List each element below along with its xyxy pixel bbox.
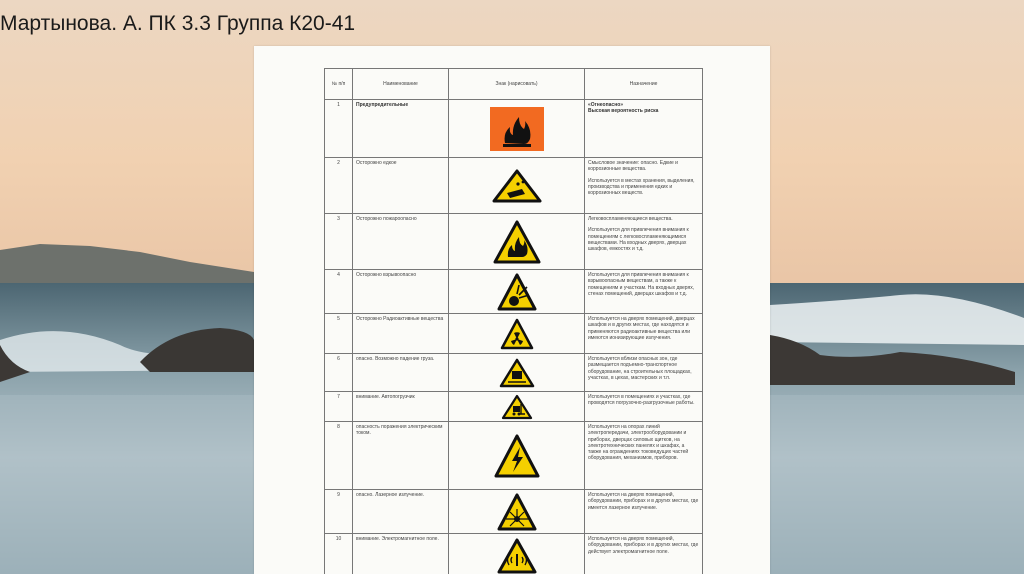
row-num: 1 xyxy=(325,100,353,158)
row-sign xyxy=(449,214,585,270)
row-num: 7 xyxy=(325,392,353,422)
row-sign xyxy=(449,392,585,422)
flammable-icon xyxy=(493,220,541,264)
row-name: Осторожно взрывоопасно xyxy=(353,270,449,314)
row-purpose: Используется на дверях помещений, оборудовании, приборах и в других местах, где действует электромагнитное поле. xyxy=(585,534,703,574)
explosive-icon xyxy=(497,273,537,311)
document-page xyxy=(254,46,770,574)
table-row xyxy=(325,270,703,314)
row-name: опасно. Лазерное излучение. xyxy=(353,490,449,534)
header-sign: Знак (нарисовать) xyxy=(449,69,585,100)
row-name: внимание. Электромагнитное поле. xyxy=(353,534,449,574)
row-name: Осторожно едкое xyxy=(353,158,449,214)
hazard-signs-table xyxy=(324,68,703,574)
table-row xyxy=(325,490,703,534)
row-num: 8 xyxy=(325,422,353,490)
row-sign xyxy=(449,314,585,354)
row-num: 3 xyxy=(325,214,353,270)
row-purpose: «Огнеопасно» Высокая вероятность риска xyxy=(585,100,703,158)
row-num: 4 xyxy=(325,270,353,314)
row-purpose: Используется на дверях помещений, оборудовании, приборах и в других местах, где имеется лазерное излучение. xyxy=(585,490,703,534)
row-purpose: Смысловое значение: опасно. Едкие и коррозионные вещества. Используется в местах хранения, выделения, производства и применения едких и коррозионных веществ. xyxy=(585,158,703,214)
row-name: Предупредительные xyxy=(353,100,449,158)
flammable-orange-icon xyxy=(490,107,544,151)
row-sign xyxy=(449,158,585,214)
row-purpose: Используется в помещениях и участках, где проводятся погрузочно-разгрузочные работы. xyxy=(585,392,703,422)
table-row xyxy=(325,100,703,158)
row-purpose: Используется на опорах линий электропередачи, электрооборудовании и приборах, дверцах силовых щитков, на электротехнических панелях и шкафах, а также на ограждениях токоведущих частей оборудования, механизмов, приборов. xyxy=(585,422,703,490)
forklift-icon xyxy=(501,394,533,420)
row-num: 6 xyxy=(325,354,353,392)
row-purpose: Легковоспламеняющиеся вещества. Используется для привлечения внимания к помещениям с легковоспламеняющимися веществами. На входных дверях, дверцах шкафов, емкостях и т.д. xyxy=(585,214,703,270)
table-row xyxy=(325,214,703,270)
header-name: Наименование xyxy=(353,69,449,100)
table-row xyxy=(325,534,703,574)
row-purpose: Используется на дверях помещений, дверцах шкафов и в других местах, где находятся и применяются радиоактивные вещества или имеются ионизирующие излучения. xyxy=(585,314,703,354)
row-num: 10 xyxy=(325,534,353,574)
row-name: опасность поражения электрическим током. xyxy=(353,422,449,490)
electromagnetic-field-icon xyxy=(497,538,537,574)
row-sign xyxy=(449,354,585,392)
row-sign xyxy=(449,100,585,158)
row-sign xyxy=(449,422,585,490)
header-purpose: Назначение xyxy=(585,69,703,100)
row-name: опасно. Возможно падение груза. xyxy=(353,354,449,392)
row-sign xyxy=(449,490,585,534)
row-num: 2 xyxy=(325,158,353,214)
table-row xyxy=(325,422,703,490)
row-name: внимание. Автопогрузчик xyxy=(353,392,449,422)
radiation-icon xyxy=(500,318,534,350)
table-row xyxy=(325,314,703,354)
row-num: 5 xyxy=(325,314,353,354)
row-num: 9 xyxy=(325,490,353,534)
row-name: Осторожно пожароопасно xyxy=(353,214,449,270)
table-row xyxy=(325,158,703,214)
row-purpose: Используется для привлечения внимания к взрывоопасным веществам, а также к помещениям и участкам. На входных дверях, стенах помещений, дверцах шкафов и т.д. xyxy=(585,270,703,314)
table-row xyxy=(325,354,703,392)
laser-icon xyxy=(497,493,537,531)
electric-shock-icon xyxy=(494,434,540,478)
header-num: № п/п xyxy=(325,69,353,100)
row-purpose: Используется вблизи опасных зон, где размещается подъемно-транспортное оборудование, на строительных площадках, участках, в цехах, мастерских и т.п. xyxy=(585,354,703,392)
row-sign xyxy=(449,534,585,574)
table-header-row xyxy=(325,69,703,100)
table-row xyxy=(325,392,703,422)
corrosive-icon xyxy=(492,169,542,203)
slide-title: Мартынова. А. ПК 3.3 Группа К20-41 xyxy=(0,12,356,35)
row-name: Осторожно Радиоактивные вещества xyxy=(353,314,449,354)
falling-load-icon xyxy=(499,358,535,388)
row-sign xyxy=(449,270,585,314)
